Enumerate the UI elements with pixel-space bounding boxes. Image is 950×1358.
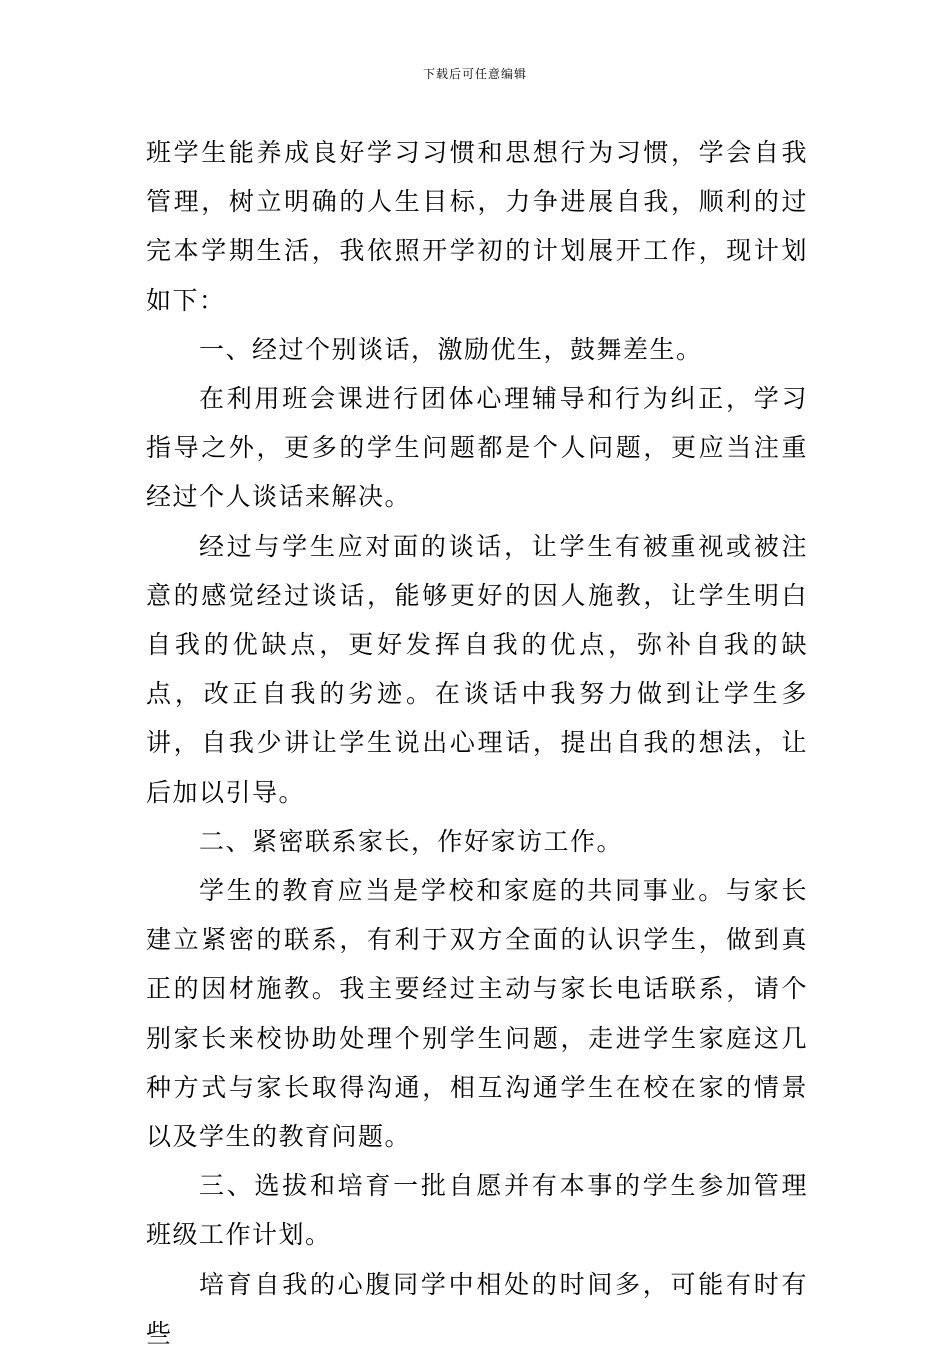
section-heading-1: 一、经过个别谈话，激励优生，鼓舞差生。 [199, 334, 703, 364]
document-body [146, 128, 808, 1358]
paragraph: 在利用班会课进行团体心理辅导和行为纠正，学习指导之外，更多的学生问题都是个人问题，更应当注重经过个人谈话来解决。 [146, 384, 808, 512]
paragraph-continuation: 班学生能养成良好学习习惯和思想行为习惯，学会自我管理，树立明确的人生目标，力争进展自我，顺利的过完本学期生活，我依照开学初的计划展开工作，现计划如下： [146, 138, 808, 315]
paragraph-partial: 培育自我的心腹同学中相处的时间多，可能有时有些 [146, 1269, 808, 1348]
section-heading-2: 二、紧密联系家长，作好家访工作。 [199, 826, 624, 856]
section-heading-3: 三、选拔和培育一批自愿并有本事的学生参加管理班级工作计划。 [146, 1171, 808, 1250]
page-header: 下载后可任意编辑 [422, 67, 527, 81]
paragraph: 学生的教育应当是学校和家庭的共同事业。与家长建立紧密的联系，有利于双方全面的认识学生，做到真正的因材施教。我主要经过主动与家长电话联系，请个别家长来校协助处理个别学生问题，走进学生家庭这几种方式与家长取得沟通，相互沟通学生在校在家的情景以及学生的教育问题。 [146, 876, 808, 1152]
paragraph: 经过与学生应对面的谈话，让学生有被重视或被注意的感觉经过谈话，能够更好的因人施教，让学生明白自我的优缺点，更好发挥自我的优点，弥补自我的缺点，改正自我的劣迹。在谈话中我努力做到让学生多讲，自我少讲让学生说出心理话，提出自我的想法，让后加以引导。 [146, 531, 808, 807]
